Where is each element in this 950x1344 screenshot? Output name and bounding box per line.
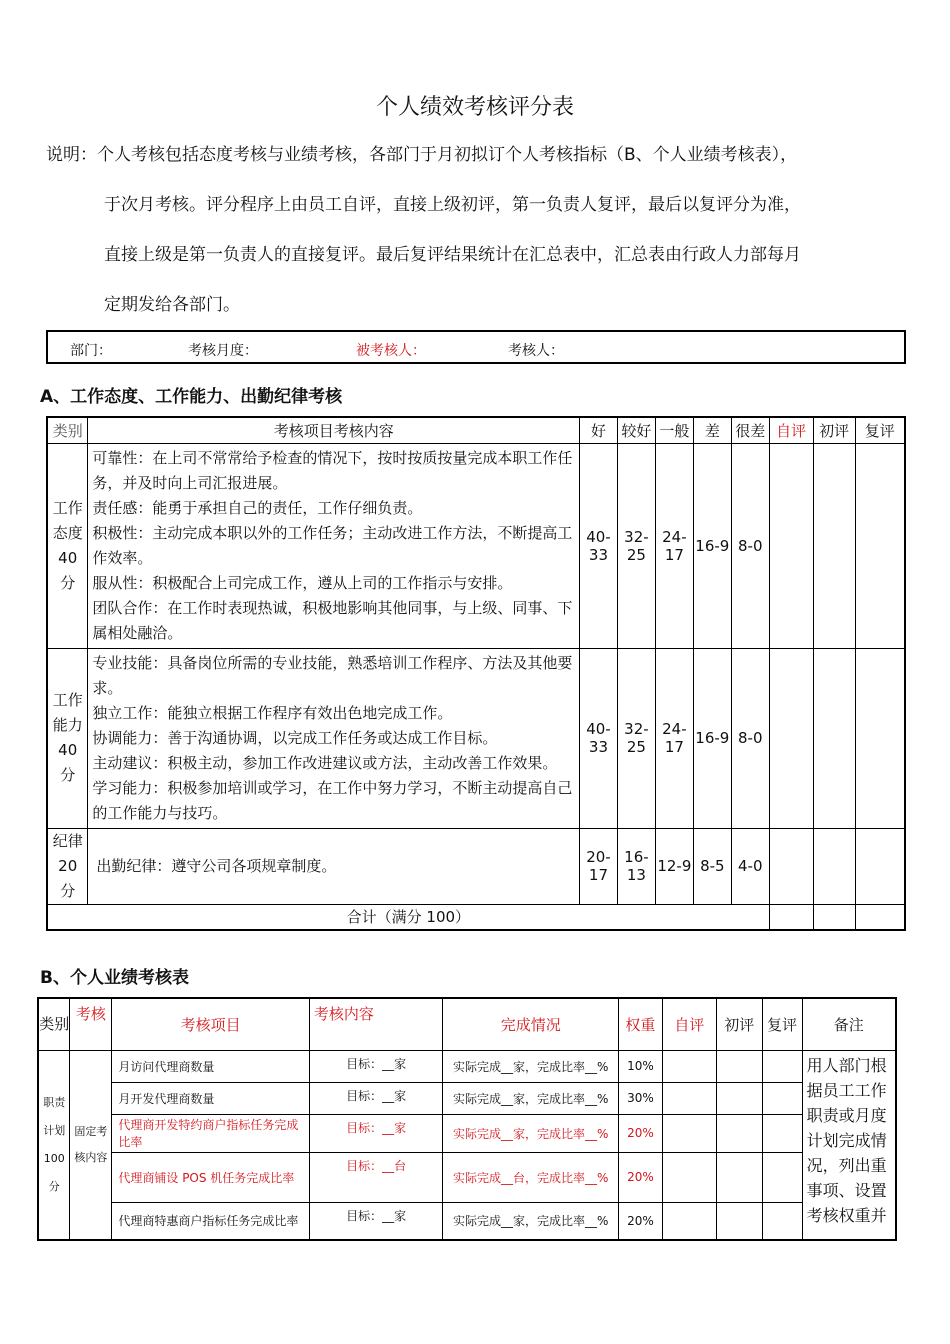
header-fairly-good: 较好 (617, 417, 655, 443)
header-review-eval: 复评 (855, 417, 905, 443)
item-cell: 代理商铺设 POS 机任务完成比率 (112, 1152, 309, 1202)
table-row (47, 828, 905, 904)
score-good: 40-33 (579, 648, 617, 828)
header-self-eval: 自评 (769, 417, 813, 443)
header-completion: 完成情况 (443, 998, 619, 1050)
content-attitude: 可靠性：在上司不常常给予检查的情况下，按时按质按量完成本职工作任 务，并及时向上司汇报进展。 责任感：能勇于承担自己的责任，工作仔细负责。 积极性：主动完成本职以外的工作任务；主动改进工作方法，不断提高工 作效率。 服从性：积极配合上司完成工作，遵从上司的工作指示与安排。 团队合作：在工作时表现热诚，积极地影响其他同事，与上级、同事、下 属相处融洽。 (88, 443, 580, 648)
table-row (47, 648, 905, 828)
initial-eval-cell[interactable] (716, 1050, 762, 1082)
initial-eval-cell[interactable] (716, 1202, 762, 1240)
header-average: 一般 (655, 417, 693, 443)
header-remark: 备注 (802, 998, 896, 1050)
score-fairly-good: 16-13 (617, 828, 655, 904)
header-content: 考核内容 (309, 998, 443, 1050)
description-line-4: 定期发给各部门。 (104, 295, 240, 315)
total-row (47, 904, 905, 930)
remark-cell: 用人部门根据员工工作职责或月度计划完成情况，列出重事项、设置考核权重并 (802, 1050, 896, 1240)
header-initial-eval: 初评 (813, 417, 855, 443)
completion-cell[interactable]: 实际完成__家，完成比率__% (443, 1114, 619, 1152)
table-row (38, 1082, 896, 1114)
initial-eval-cell[interactable] (813, 828, 855, 904)
header-item: 考核项目 (112, 998, 309, 1050)
self-eval-cell[interactable] (662, 1114, 716, 1152)
item-cell: 代理商开发特约商户指标任务完成比率 (112, 1114, 309, 1152)
header-category: 类别 (38, 998, 70, 1050)
content-discipline: 出勤纪律：遵守公司各项规章制度。 (88, 828, 580, 904)
header-very-poor: 很差 (731, 417, 769, 443)
header-content: 考核项目考核内容 (88, 417, 580, 443)
score-average: 12-9 (655, 828, 693, 904)
weight-cell: 20% (618, 1152, 662, 1202)
completion-cell[interactable]: 实际完成__家，完成比率__% (443, 1050, 619, 1082)
score-poor: 8-5 (693, 828, 731, 904)
category-ability: 工作 能力 40 分 (47, 648, 88, 828)
target-cell[interactable]: 目标：__家 (309, 1050, 443, 1082)
score-average: 24-17 (655, 648, 693, 828)
weight-cell: 20% (618, 1114, 662, 1152)
page-title: 个人绩效考核评分表 (375, 95, 574, 120)
target-cell[interactable]: 目标：__家 (309, 1202, 443, 1240)
total-initial-eval[interactable] (813, 904, 855, 930)
item-cell: 月访问代理商数量 (112, 1050, 309, 1082)
score-very-poor: 8-0 (731, 443, 769, 648)
header-category: 类别 (47, 417, 88, 443)
header-kaohe: 考核 (70, 998, 112, 1050)
score-very-poor: 4-0 (731, 828, 769, 904)
self-eval-cell[interactable] (662, 1152, 716, 1202)
completion-cell[interactable]: 实际完成__家，完成比率__% (443, 1082, 619, 1114)
completion-cell[interactable]: 实际完成__台，完成比率__% (443, 1152, 619, 1202)
table-row (47, 443, 905, 648)
attitude-table (46, 416, 906, 931)
month-label: 考核月度： (188, 343, 258, 359)
header-poor: 差 (693, 417, 731, 443)
review-eval-cell[interactable] (762, 1152, 802, 1202)
table-b-header (38, 998, 896, 1050)
sub-category-fixed: 固定考核内容 (70, 1050, 112, 1240)
table-row (38, 1114, 896, 1152)
content-ability: 专业技能：具备岗位所需的专业技能，熟悉培训工作程序、方法及其他要 求。 独立工作：能独立根据工作程序有效出色地完成工作。 协调能力：善于沟通协调，以完成工作任务或达成工作目标。 主动建议：积极主动，参加工作改进建议或方法，主动改善工作效果。 学习能力：积极参加培训或学习，在工作中努力学习，不断主动提高自己 的工作能力与技巧。 (88, 648, 580, 828)
item-cell: 月开发代理商数量 (112, 1082, 309, 1114)
item-cell: 代理商特惠商户指标任务完成比率 (112, 1202, 309, 1240)
header-good: 好 (579, 417, 617, 443)
weight-cell: 20% (618, 1202, 662, 1240)
table-a-header (47, 417, 905, 443)
review-eval-cell[interactable] (762, 1114, 802, 1152)
section-b-heading: B、个人业绩考核表 (40, 968, 189, 988)
target-cell[interactable]: 目标：__家 (309, 1082, 443, 1114)
initial-eval-cell[interactable] (716, 1114, 762, 1152)
review-eval-cell[interactable] (855, 828, 905, 904)
review-eval-cell[interactable] (762, 1082, 802, 1114)
header-weight: 权重 (618, 998, 662, 1050)
initial-eval-cell[interactable] (813, 443, 855, 648)
category-plan: 职责计划100分 (38, 1050, 70, 1240)
description-line-3: 直接上级是第一负责人的直接复评。最后复评结果统计在汇总表中，汇总表由行政人力部每月 (104, 245, 801, 265)
section-a-heading: A、工作态度、工作能力、出勤纪律考核 (40, 387, 343, 407)
self-eval-cell[interactable] (662, 1050, 716, 1082)
target-cell[interactable]: 目标：__家 (309, 1114, 443, 1152)
score-fairly-good: 32-25 (617, 443, 655, 648)
score-very-poor: 8-0 (731, 648, 769, 828)
description-line-2: 于次月考核。评分程序上由员工自评，直接上级初评，第一负责人复评，最后以复评分为准， (104, 195, 801, 215)
total-self-eval[interactable] (769, 904, 813, 930)
header-initial-eval: 初评 (716, 998, 762, 1050)
assessor-label: 考核人： (508, 343, 564, 359)
review-eval-cell[interactable] (855, 443, 905, 648)
info-bar (46, 330, 906, 364)
assessee-label: 被考核人： (356, 343, 426, 359)
score-average: 24-17 (655, 443, 693, 648)
review-eval-cell[interactable] (762, 1202, 802, 1240)
self-eval-cell[interactable] (662, 1082, 716, 1114)
total-review-eval[interactable] (855, 904, 905, 930)
initial-eval-cell[interactable] (813, 648, 855, 828)
score-good: 20-17 (579, 828, 617, 904)
self-eval-cell[interactable] (769, 648, 813, 828)
weight-cell: 10% (618, 1050, 662, 1082)
score-good: 40-33 (579, 443, 617, 648)
table-row (38, 1050, 896, 1082)
review-eval-cell[interactable] (855, 648, 905, 828)
header-self-eval: 自评 (662, 998, 716, 1050)
total-label: 合计（满分 100） (47, 904, 769, 930)
self-eval-cell[interactable] (662, 1202, 716, 1240)
target-cell[interactable]: 目标：__台 (309, 1152, 443, 1202)
score-poor: 16-9 (693, 648, 731, 828)
completion-cell[interactable]: 实际完成__家，完成比率__% (443, 1202, 619, 1240)
table-row (38, 1202, 896, 1240)
review-eval-cell[interactable] (762, 1050, 802, 1082)
category-attitude: 工作 态度 40 分 (47, 443, 88, 648)
self-eval-cell[interactable] (769, 828, 813, 904)
header-review-eval: 复评 (762, 998, 802, 1050)
description-line-1: 说明：个人考核包括态度考核与业绩考核，各部门于月初拟订个人考核指标（B、个人业绩考核表）， (46, 145, 798, 165)
weight-cell: 30% (618, 1082, 662, 1114)
initial-eval-cell[interactable] (716, 1082, 762, 1114)
self-eval-cell[interactable] (769, 443, 813, 648)
initial-eval-cell[interactable] (716, 1152, 762, 1202)
score-fairly-good: 32-25 (617, 648, 655, 828)
dept-label: 部门： (70, 343, 112, 359)
category-discipline: 纪律 20 分 (47, 828, 88, 904)
score-poor: 16-9 (693, 443, 731, 648)
table-row (38, 1152, 896, 1202)
performance-table (37, 997, 897, 1241)
